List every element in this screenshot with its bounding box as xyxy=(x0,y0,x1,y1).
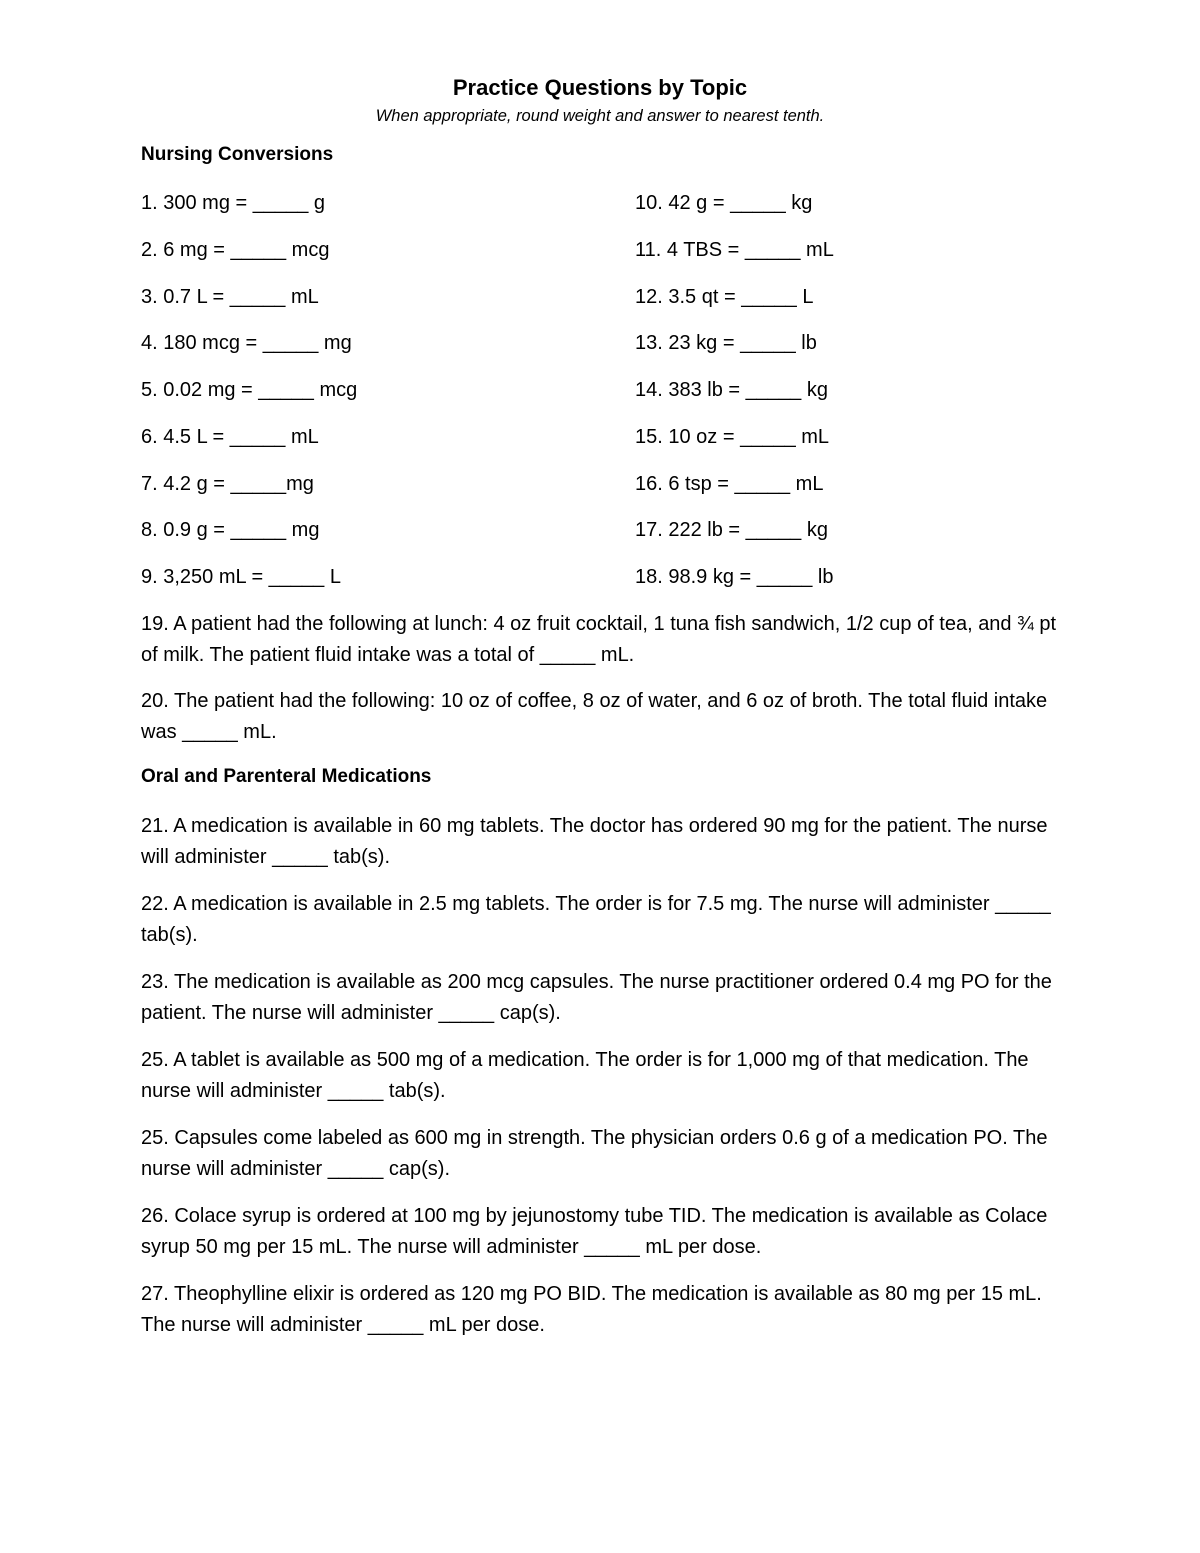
conversion-question: 6. 4.5 L = _____ mL xyxy=(141,425,319,448)
page-title: Practice Questions by Topic xyxy=(452,75,748,100)
question-text: 20. The patient had the following: 10 oz of coffee, 8 oz of water, and 6 oz of broth. The total fluid intake was _____ mL. xyxy=(141,690,1048,743)
conversion-question: 1. 300 mg = _____ g xyxy=(141,192,326,214)
conversion-question: 11. 4 TBS = _____ mL xyxy=(635,238,834,261)
conversion-row xyxy=(141,516,1061,563)
question-text: 19. A patient had the following at lunch: 4 oz fruit cocktail, 1 tuna fish sandwich, 1/2 cup of tea, and ¾ pt of milk. The patient fluid intake was a total of _____ mL. xyxy=(141,613,1057,666)
conversion-question: 16. 6 tsp = _____ mL xyxy=(635,472,824,495)
question-text: 27. Theophylline elixir is ordered as 120 mg PO BID. The medication is available as 80 mg per 15 mL. The nurse will administer _____ mL per dose. xyxy=(141,1283,1042,1336)
question-text: 25. A tablet is available as 500 mg of a medication. The order is for 1,000 mg of that medication. The nurse will administer _____ tab(s). xyxy=(141,1049,1029,1102)
conversion-question: 10. 42 g = _____ kg xyxy=(635,192,813,214)
conversion-question: 15. 10 oz = _____ mL xyxy=(635,425,830,448)
question-text: 25. Capsules come labeled as 600 mg in strength. The physician orders 0.6 g of a medication PO. The nurse will administer _____ cap(s). xyxy=(141,1127,1048,1180)
conversion-grid xyxy=(141,189,1061,610)
page-subtitle: When appropriate, round weight and answer to nearest tenth. xyxy=(375,107,825,125)
conversion-row xyxy=(141,470,1061,517)
question-text: 26. Colace syrup is ordered at 100 mg by jejunostomy tube TID. The medication is available as Colace syrup 50 mg per 15 mL. The nurse will administer _____ mL per dose. xyxy=(141,1205,1048,1258)
conversion-row xyxy=(141,283,1061,330)
conversion-row xyxy=(141,236,1061,283)
conversion-question: 9. 3,250 mL = _____ L xyxy=(141,566,341,588)
conversion-question: 8. 0.9 g = _____ mg xyxy=(141,519,320,542)
conversion-row xyxy=(141,563,1061,610)
conversion-question: 7. 4.2 g = _____mg xyxy=(141,472,314,495)
conversion-row xyxy=(141,423,1061,470)
question-text: 23. The medication is available as 200 mcg capsules. The nurse practitioner ordered 0.4 mg PO for the patient. The nurse will administer _____ cap(s). xyxy=(141,971,1052,1024)
word-problem-20 xyxy=(141,686,1066,764)
conversion-question: 3. 0.7 L = _____ mL xyxy=(141,285,319,308)
conversion-question: 4. 180 mcg = _____ mg xyxy=(141,332,352,355)
conversion-question: 2. 6 mg = _____ mcg xyxy=(141,238,330,261)
conversion-question: 18. 98.9 kg = _____ lb xyxy=(635,566,834,588)
section-heading-oral-parenteral: Oral and Parenteral Medications xyxy=(141,766,432,787)
oral-parenteral-questions xyxy=(141,811,1066,1357)
conversion-question: 13. 23 kg = _____ lb xyxy=(635,332,817,355)
conversion-question: 17. 222 lb = _____ kg xyxy=(635,519,828,542)
conversion-row xyxy=(141,329,1061,376)
conversion-question: 12. 3.5 qt = _____ L xyxy=(635,285,814,308)
conversion-question: 14. 383 lb = _____ kg xyxy=(635,379,828,401)
question-text: 21. A medication is available in 60 mg tablets. The doctor has ordered 90 mg for the patient. The nurse will administer _____ tab(s). xyxy=(141,815,1048,868)
conversion-row xyxy=(141,189,1061,236)
conversion-question: 5. 0.02 mg = _____ mcg xyxy=(141,379,358,401)
conversion-row xyxy=(141,376,1061,423)
question-text: 22. A medication is available in 2.5 mg tablets. The order is for 7.5 mg. The nurse will administer _____ tab(s). xyxy=(141,893,1051,946)
word-problem-19 xyxy=(141,609,1066,687)
section-heading-nursing-conversions: Nursing Conversions xyxy=(141,144,334,165)
